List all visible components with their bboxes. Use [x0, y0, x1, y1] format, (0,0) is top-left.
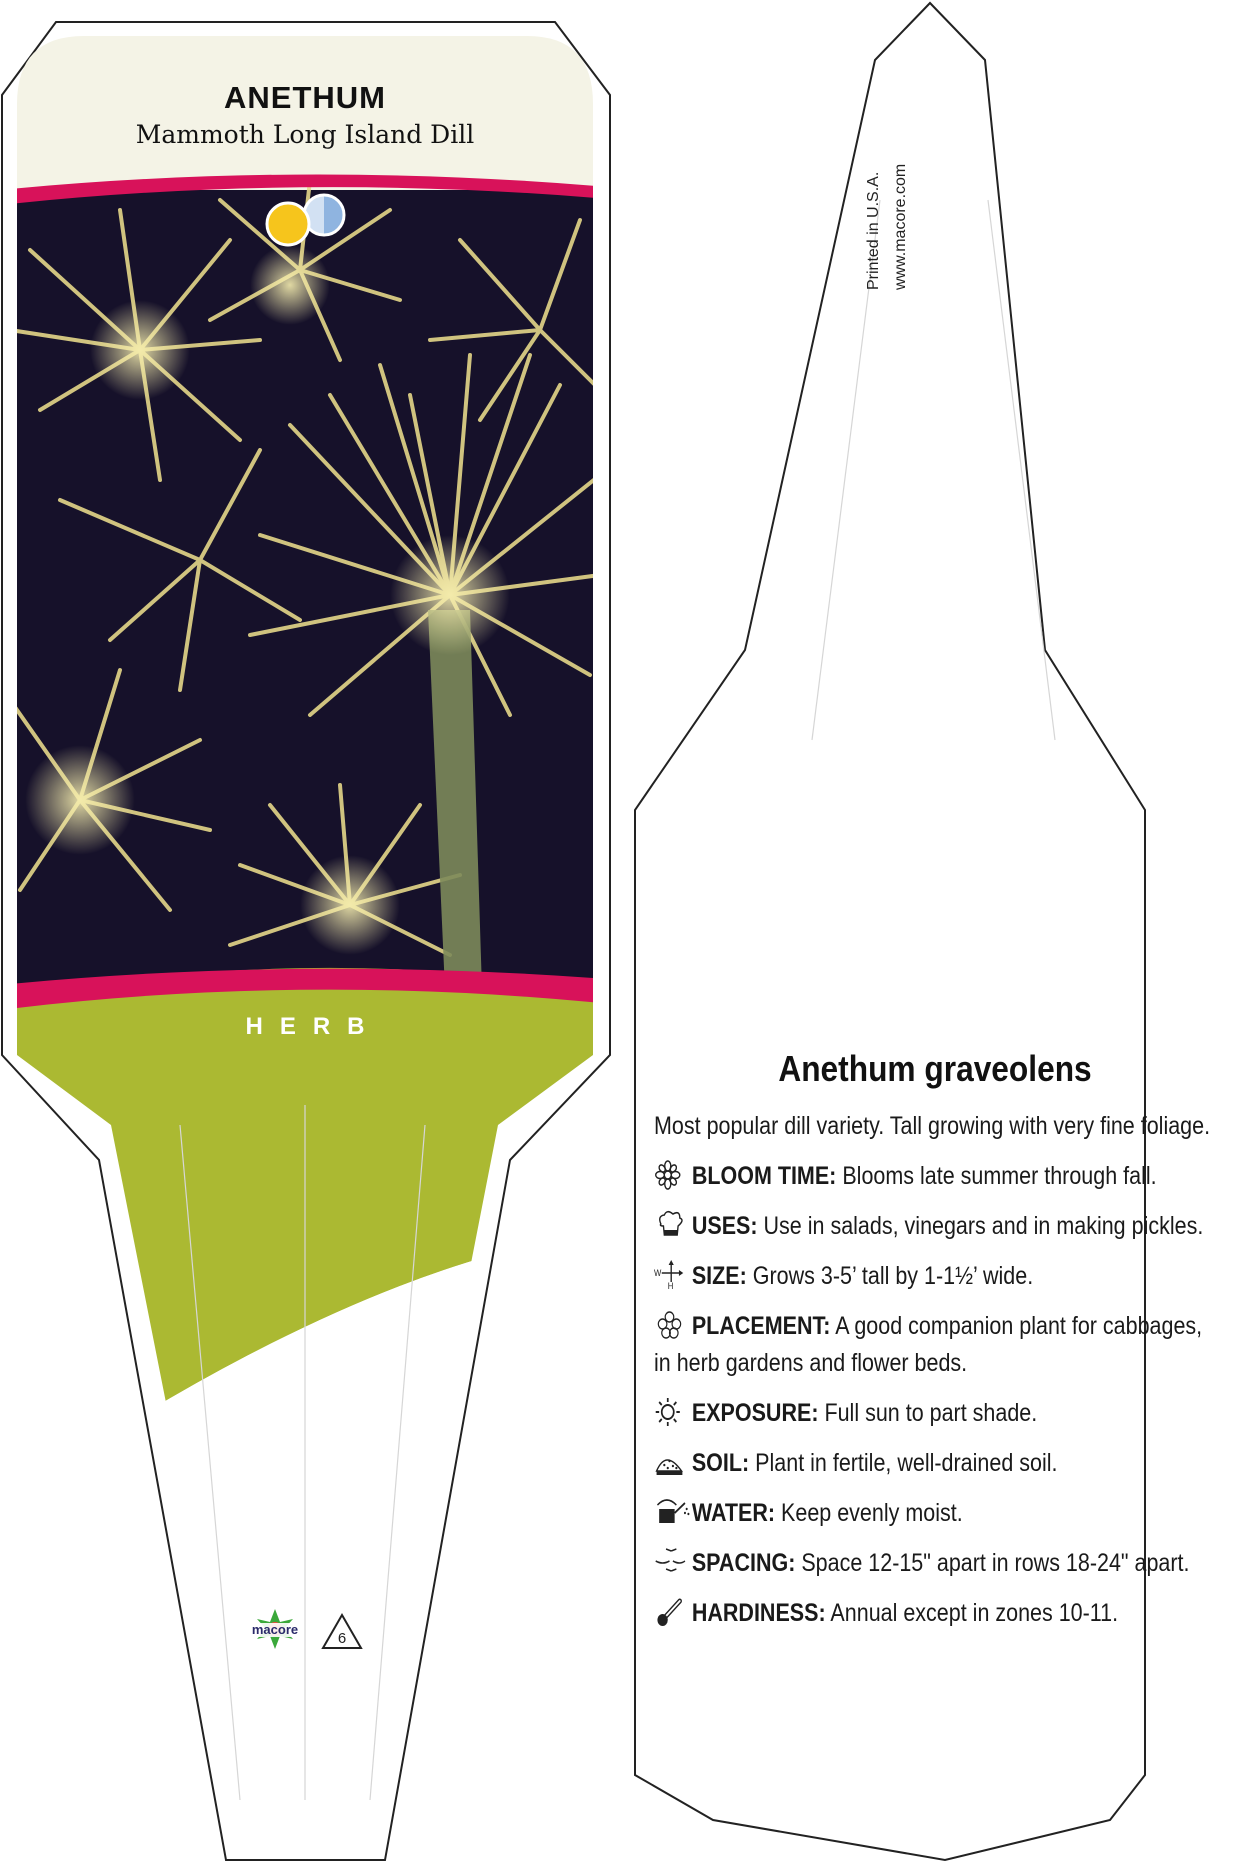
attr-size: W H SIZE: Grows 3-5’ tall by 1-1½’ wide.	[654, 1262, 1034, 1290]
svg-text:H: H	[667, 1280, 674, 1290]
attr-uses: USES: Use in salads, vinegars and in making pickles.	[654, 1208, 1213, 1245]
flower-bed-icon	[654, 1310, 692, 1340]
watering-can-icon	[654, 1497, 692, 1527]
botanical-name: Anethum graveolens	[778, 1048, 1092, 1089]
attr-exposure: EXPOSURE: Full sun to part shade.	[654, 1395, 1213, 1432]
description: Most popular dill variety. Tall growing with very fine foliage.	[654, 1112, 1211, 1140]
soil-icon	[654, 1447, 692, 1477]
recycle-icon	[320, 1612, 364, 1652]
flower-icon	[654, 1160, 692, 1190]
spacing-icon	[654, 1547, 692, 1577]
attr-spacing: SPACING: Space 12-15" apart in rows 18-24" apart.	[654, 1545, 1213, 1582]
attr-soil: SOIL: Plant in fertile, well-drained soil.	[654, 1445, 1213, 1482]
sun-icon	[654, 1397, 692, 1427]
recycle-code: 6	[337, 1630, 347, 1647]
variety-name: Mammoth Long Island Dill	[135, 120, 475, 149]
thermometer-icon	[654, 1597, 692, 1627]
printed-info	[860, 120, 1080, 290]
care-info	[654, 1108, 1213, 1645]
svg-text:W: W	[654, 1267, 662, 1279]
attr-placement: PLACEMENT: A good companion plant for cabbages, in herb gardens and flower beds.	[654, 1312, 1203, 1377]
attr-water: WATER: Keep evenly moist.	[654, 1495, 1213, 1532]
attr-bloom-time: BLOOM TIME: Blooms late summer through fall.	[654, 1158, 1213, 1195]
genus-title: ANETHUM	[224, 80, 386, 115]
chef-hat-icon	[654, 1210, 692, 1240]
printed-in: Printed in U.S.A.	[865, 171, 882, 290]
macore-brand-text: macore	[251, 1622, 299, 1637]
website: www.macore.com	[892, 163, 909, 290]
category-label: HERB	[245, 1013, 382, 1040]
macore-logo	[245, 1607, 305, 1655]
attr-hardiness: HARDINESS: Annual except in zones 10-11.	[654, 1595, 1213, 1632]
size-arrows-icon	[654, 1260, 692, 1290]
